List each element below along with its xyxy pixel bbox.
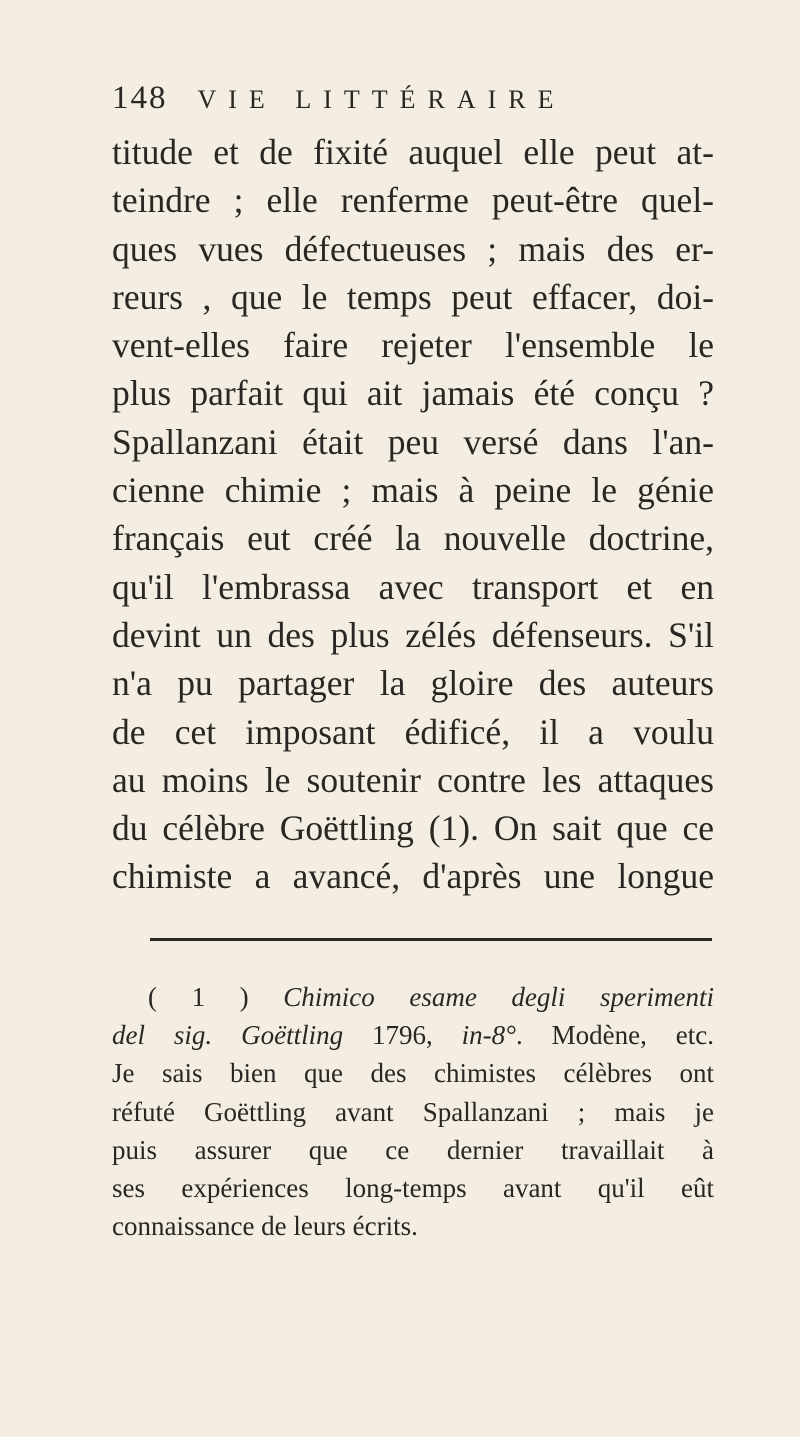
footnote-line: Je sais bien que des chimistes célèbres ont xyxy=(112,1058,714,1089)
footnote-separator-rule xyxy=(150,938,712,941)
running-head xyxy=(112,80,672,124)
text-line: au moins le soutenir contre les attaques xyxy=(112,759,714,800)
footnote-year: 1796, xyxy=(343,1020,462,1051)
text-line: plus parfait qui ait jamais été conçu ? xyxy=(112,373,714,414)
footnote-author: del sig. Goëttling xyxy=(112,1020,344,1051)
text-line: chimiste a avancé, d'après une longue xyxy=(112,856,714,897)
text-line: de cet imposant édificé, il a voulu xyxy=(112,711,714,752)
footnote-line: connaissance de leurs écrits. xyxy=(112,1211,418,1242)
text-line: français eut créé la nouvelle doctrine, xyxy=(112,518,714,559)
main-text xyxy=(112,128,714,901)
running-title: VIE LITTÉRAIRE xyxy=(197,85,566,114)
text-line: vent-elles faire rejeter l'ensemble le xyxy=(112,325,714,366)
footnote-line: ses expériences long-temps avant qu'il eût xyxy=(112,1173,714,1204)
footnote-marker: ( 1 ) xyxy=(148,982,284,1012)
text-line: du célèbre Goëttling (1). On sait que ce xyxy=(112,808,714,849)
text-line: cienne chimie ; mais à peine le génie xyxy=(112,470,714,511)
footnote xyxy=(112,978,714,1245)
text-line: titude et de fixité auquel elle peut at- xyxy=(112,132,714,172)
footnote-place: . Modène, etc. xyxy=(515,1020,715,1051)
page-number: 148 xyxy=(112,80,168,116)
text-line: ques vues défectueuses ; mais des er- xyxy=(112,228,714,269)
text-line: reurs , que le temps peut effacer, doi- xyxy=(112,276,714,317)
text-line: qu'il l'embrassa avec transport et en xyxy=(112,566,714,607)
footnote-line: réfuté Goëttling avant Spallanzani ; mais je xyxy=(112,1096,714,1127)
footnote-title: Chimico esame degli sperimenti xyxy=(283,982,714,1012)
footnote-line: puis assurer que ce dernier travaillait à xyxy=(112,1134,714,1165)
footnote-line xyxy=(112,978,714,1016)
footnote-format: in-8° xyxy=(461,1020,516,1051)
footnote-line xyxy=(112,1016,714,1054)
text-line: n'a pu partager la gloire des auteurs xyxy=(112,663,714,704)
text-line: devint un des plus zélés défenseurs. S'il xyxy=(112,614,714,655)
text-line: Spallanzani était peu versé dans l'an- xyxy=(112,421,714,462)
text-line: teindre ; elle renferme peut-être quel- xyxy=(112,180,714,221)
